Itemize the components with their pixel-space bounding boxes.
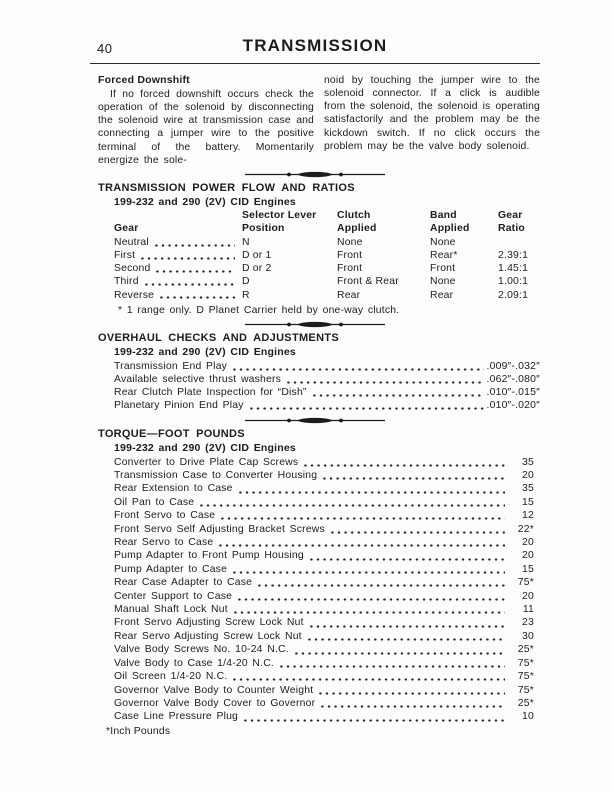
list-item <box>114 643 540 656</box>
torque-value: 20 <box>522 537 534 549</box>
torque-subheading: 199-232 and 290 (2V) CID Engines <box>114 441 296 454</box>
list-item <box>114 469 540 482</box>
torque-value: 25* <box>517 644 534 656</box>
gear-name: Second <box>114 263 151 275</box>
dot-leader <box>319 690 505 695</box>
list-item <box>114 670 540 683</box>
column-header-line1 <box>114 210 242 223</box>
list-item <box>114 496 540 509</box>
gear-ratio-cell: 1.45:1 <box>498 263 529 275</box>
page-content <box>90 36 540 738</box>
torque-value: 22* <box>517 523 534 535</box>
list-item <box>114 657 540 670</box>
clutch-applied-cell: Front <box>337 250 363 262</box>
list-item <box>114 684 540 697</box>
table-row <box>114 236 540 249</box>
torque-value: 20 <box>522 470 534 481</box>
dot-leader <box>200 502 505 507</box>
dot-leader <box>308 636 505 641</box>
dot-leader <box>234 609 505 614</box>
overhaul-section <box>90 332 540 413</box>
table-row <box>114 289 540 302</box>
overhaul-subheading: 199-232 and 290 (2V) CID Engines <box>114 345 296 358</box>
torque-label: Valve Body Screws No. 10-24 N.C. <box>114 644 289 656</box>
dot-leader <box>141 255 235 260</box>
power-flow-subheading: 199-232 and 290 (2V) CID Engines <box>114 195 296 208</box>
torque-value: 20 <box>522 550 534 562</box>
selector-position-cell: D or 1 <box>242 250 272 262</box>
power-flow-table-header <box>114 210 540 235</box>
dot-leader <box>287 379 483 384</box>
torque-value: 20 <box>522 590 534 602</box>
dot-leader <box>310 556 505 561</box>
column-header <box>430 210 498 235</box>
dot-leader <box>239 489 505 494</box>
dot-leader <box>323 475 505 480</box>
torque-label: Pump Adapter to Case <box>114 563 228 575</box>
spec-label: Available selective thrust washers <box>114 373 282 385</box>
torque-value: 75* <box>517 671 534 683</box>
torque-label: Front Servo Self Adjusting Bracket Screws <box>114 523 325 535</box>
torque-label: Rear Servo to Case <box>114 537 214 549</box>
gear-ratio-cell: 2.09:1 <box>498 289 529 301</box>
dot-leader <box>221 516 505 521</box>
forced-downshift-text-right: noid by touching the jumper wire to the solenoid connector. If a click is audible from the solenoid, the solenoid is operating satisfactorily and the problem may be the kickdown switch. If no click occurs the problem may be the valve body solenoid. <box>324 75 540 152</box>
list-item <box>114 603 540 616</box>
gear-cell <box>114 289 242 302</box>
overhaul-list <box>114 360 540 413</box>
section-divider-ornament <box>90 320 540 330</box>
column-header-line1: Clutch <box>337 209 371 221</box>
dot-leader <box>331 529 505 534</box>
torque-label: Front Servo Adjusting Screw Lock Nut <box>114 617 304 629</box>
band-applied-cell: Rear* <box>430 250 458 262</box>
overhaul-heading: OVERHAUL CHECKS AND ADJUSTMENTS <box>98 331 339 344</box>
dot-leader <box>233 677 505 682</box>
torque-label: Center Support to Case <box>114 590 233 602</box>
gear-ratio-cell <box>498 236 540 249</box>
column-header-line2: Position <box>242 222 285 234</box>
spec-value: .009″-.032″ <box>486 360 540 372</box>
list-item <box>114 710 540 723</box>
torque-label: Case Line Pressure Plug <box>114 711 239 723</box>
torque-label: Governor Valve Body to Counter Weight <box>114 684 314 696</box>
list-item <box>114 456 540 469</box>
band-applied-cell: None <box>430 276 456 288</box>
divider-lens-icon <box>245 416 385 425</box>
table-row <box>114 262 540 275</box>
forced-downshift-section <box>98 74 540 167</box>
torque-label: Front Servo to Case <box>114 510 216 522</box>
list-item <box>114 373 540 386</box>
column-header-line2: Applied <box>337 222 377 234</box>
torque-list <box>114 456 540 724</box>
gear-cell <box>114 262 242 275</box>
dot-leader <box>250 406 484 411</box>
dot-leader <box>233 366 483 371</box>
column-header <box>498 210 540 235</box>
spec-label: Transmission End Play <box>114 360 228 372</box>
torque-value: 75* <box>517 577 534 589</box>
list-item <box>114 399 540 412</box>
power-flow-footnote: * 1 range only. D Planet Carrier held by one-way clutch. <box>118 304 400 316</box>
list-item <box>114 536 540 549</box>
page-title: TRANSMISSION <box>242 36 388 55</box>
column-header-line1: Selector Lever <box>242 209 317 221</box>
torque-label: Oil Pan to Case <box>114 496 195 508</box>
spec-value: .010″-.020″ <box>486 400 540 412</box>
torque-value: 15 <box>522 496 534 508</box>
torque-label: Governor Valve Body Cover to Governor <box>114 697 316 709</box>
dot-leader <box>280 663 505 668</box>
dot-leader <box>233 569 505 574</box>
torque-value: 10 <box>522 711 534 723</box>
list-item <box>114 360 540 373</box>
list-item <box>114 523 540 536</box>
torque-heading: TORQUE—FOOT POUNDS <box>98 427 245 440</box>
list-item <box>114 616 540 629</box>
spec-value: .010″-.015″ <box>486 387 540 399</box>
forced-downshift-text-left: If no forced downshift occurs check the operation of the solenoid by disconnecting the solenoid wire at transmission case and connecting a jumper wire to the positive terminal of the battery. Momentarily energize the sole- <box>98 89 314 166</box>
gear-ratio-cell: 2.39:1 <box>498 250 529 262</box>
gear-ratio-cell: 1.00:1 <box>498 276 529 288</box>
column-header-line2: Ratio <box>498 222 525 234</box>
section-divider-ornament <box>90 170 540 180</box>
torque-value: 35 <box>522 456 534 468</box>
torque-label: Rear Case Adapter to Case <box>114 577 253 589</box>
list-item <box>114 576 540 589</box>
torque-label: Transmission Case to Converter Housing <box>114 470 318 481</box>
forced-downshift-heading: Forced Downshift <box>98 74 190 86</box>
torque-label: Oil Screen 1/4-20 N.C. <box>114 671 228 683</box>
torque-value: 35 <box>522 483 534 495</box>
page-header <box>90 36 540 58</box>
list-item <box>114 590 540 603</box>
clutch-applied-cell: None <box>337 237 363 249</box>
column-header-line2: Gear <box>114 222 139 234</box>
list-item <box>114 563 540 576</box>
torque-value: 75* <box>517 684 534 696</box>
torque-value: 25* <box>517 697 534 709</box>
selector-position-cell: D <box>242 276 250 288</box>
torque-value: 11 <box>522 604 534 616</box>
list-item <box>114 482 540 495</box>
gear-name: Reverse <box>114 289 155 301</box>
column-header-line2: Applied <box>430 222 470 234</box>
dot-leader <box>156 268 235 273</box>
dot-leader <box>155 242 235 247</box>
torque-label: Converter to Drive Plate Cap Screws <box>114 456 299 468</box>
dot-leader <box>321 703 505 708</box>
gear-name: Neutral <box>114 237 149 249</box>
dot-leader <box>313 392 484 397</box>
dot-leader <box>244 717 505 722</box>
dot-leader <box>304 462 505 467</box>
power-flow-section <box>90 182 540 317</box>
header-rule <box>90 63 540 64</box>
torque-value: 75* <box>517 657 534 669</box>
power-flow-table-body <box>90 236 540 301</box>
left-column <box>98 74 314 167</box>
dot-leader <box>258 583 505 588</box>
selector-position-cell: D or 2 <box>242 263 272 275</box>
table-row <box>114 275 540 288</box>
column-header-line1: Gear <box>498 209 523 221</box>
gear-name: Third <box>114 276 139 288</box>
clutch-applied-cell: Rear <box>337 289 361 301</box>
gear-cell <box>114 236 242 249</box>
band-applied-cell: None <box>430 237 456 249</box>
torque-value: 30 <box>522 630 534 642</box>
dot-leader <box>145 282 235 287</box>
gear-name: First <box>114 250 136 262</box>
torque-label: Rear Extension to Case <box>114 483 233 495</box>
torque-label: Valve Body to Case 1/4-20 N.C. <box>114 657 275 669</box>
gear-cell <box>114 275 242 288</box>
divider-lens-icon <box>245 170 385 179</box>
dot-leader <box>219 542 505 547</box>
gear-cell <box>114 249 242 262</box>
column-header <box>242 210 337 235</box>
spec-label: Planetary Pinion End Play <box>114 400 244 412</box>
list-item <box>114 697 540 710</box>
column-header-line1: Band <box>430 209 457 221</box>
dot-leader <box>160 295 235 300</box>
torque-section <box>90 428 540 738</box>
page-number: 40 <box>97 41 113 56</box>
column-header <box>114 210 242 235</box>
list-item <box>114 549 540 562</box>
list-item <box>114 386 540 399</box>
dot-leader <box>295 650 505 655</box>
torque-value: 15 <box>522 563 534 575</box>
list-item <box>114 509 540 522</box>
right-column <box>324 74 540 167</box>
torque-label: Rear Servo Adjusting Screw Lock Nut <box>114 630 302 642</box>
torque-footnote: *Inch Pounds <box>106 725 171 737</box>
list-item <box>114 630 540 643</box>
clutch-applied-cell: Front & Rear <box>337 276 399 288</box>
column-header <box>337 210 430 235</box>
band-applied-cell: Front <box>430 263 456 275</box>
dot-leader <box>310 623 505 628</box>
selector-position-cell: R <box>242 289 250 301</box>
spec-label: Rear Clutch Plate Inspection for “Dish” <box>114 387 307 399</box>
divider-lens-icon <box>245 320 385 329</box>
table-row <box>114 249 540 262</box>
band-applied-cell: Rear <box>430 289 454 301</box>
selector-position-cell: N <box>242 237 250 249</box>
torque-label: Manual Shaft Lock Nut <box>114 604 228 616</box>
torque-label: Pump Adapter to Front Pump Housing <box>114 550 304 562</box>
dot-leader <box>238 596 505 601</box>
torque-value: 12 <box>522 510 534 522</box>
torque-value: 23 <box>522 617 534 629</box>
power-flow-heading: TRANSMISSION POWER FLOW AND RATIOS <box>98 181 355 194</box>
spec-value: .062″-.080″ <box>486 373 540 385</box>
section-divider-ornament <box>90 416 540 426</box>
clutch-applied-cell: Front <box>337 263 363 275</box>
